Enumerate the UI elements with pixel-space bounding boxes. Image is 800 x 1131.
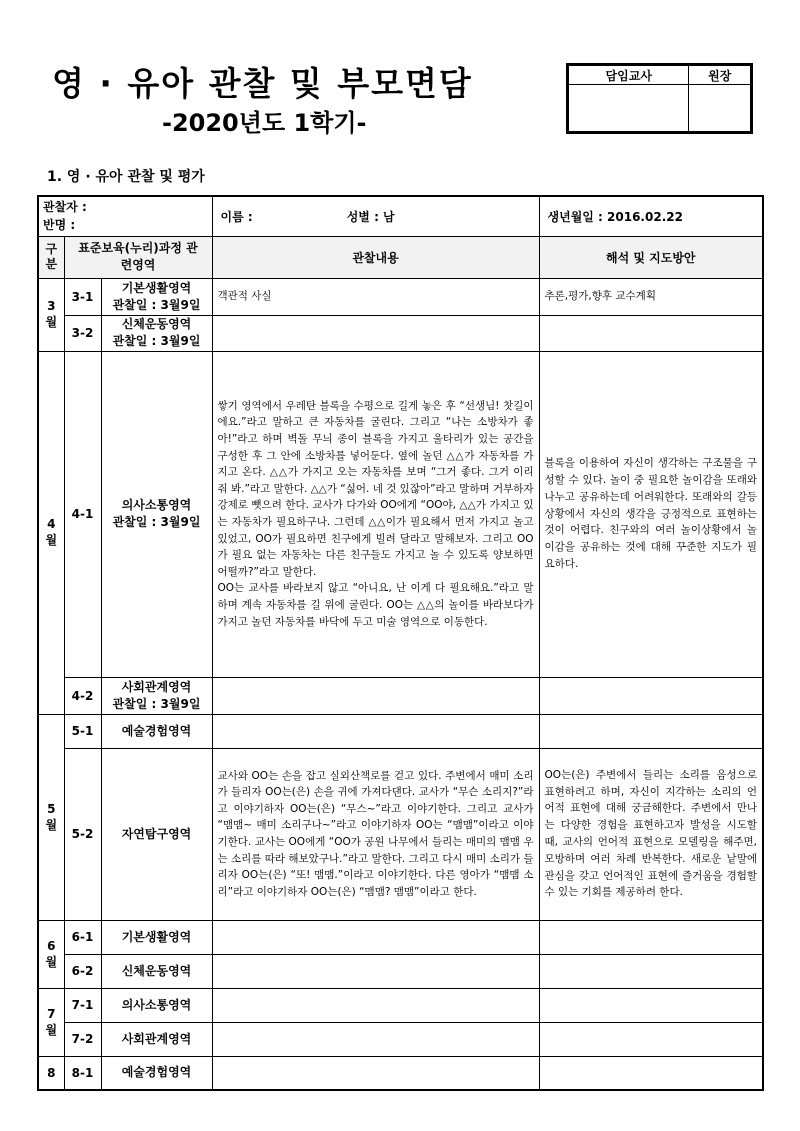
- approval-director-label: 원장: [689, 66, 751, 85]
- approval-teacher-label: 담임교사: [569, 66, 689, 85]
- area-cell: [101, 315, 212, 351]
- approval-teacher-sign[interactable]: [569, 85, 689, 132]
- interpretation-cell[interactable]: [539, 954, 763, 988]
- row-code: 5-2: [64, 748, 101, 920]
- page-title: 영 · 유아 관찰 및 부모면담: [52, 64, 473, 103]
- observation-cell[interactable]: [212, 315, 539, 351]
- area-name: 자연탐구영역: [121, 826, 192, 841]
- area-name: 의사소통영역: [121, 997, 192, 1012]
- interpretation-cell[interactable]: [539, 988, 763, 1022]
- month-cell: [38, 1056, 64, 1090]
- name-label: 이름 :: [220, 209, 253, 224]
- gender-label: 성별 : 남: [346, 209, 395, 224]
- area-name: 신체운동영역: [121, 317, 192, 331]
- row-code: 8-1: [64, 1056, 101, 1090]
- month-label: 6 월: [45, 938, 58, 969]
- area-name: 사회관계영역: [121, 679, 192, 694]
- row-code: 6-2: [64, 954, 101, 988]
- row-code: 3-1: [64, 278, 101, 315]
- birth-date: 생년월일 : 2016.02.22: [539, 196, 763, 236]
- month-cell: [38, 351, 64, 714]
- section-title: 1. 영 · 유아 관찰 및 평가: [47, 169, 205, 185]
- observation-header: 관찰내용: [212, 236, 539, 278]
- observation-cell[interactable]: [212, 1056, 539, 1090]
- interpretation-cell[interactable]: [539, 677, 763, 714]
- area-header: 표준보육(누리)과정 관련영역: [64, 236, 212, 278]
- observation-cell[interactable]: [212, 1022, 539, 1056]
- area-name: 기본생활영역: [121, 929, 192, 944]
- month-cell: [38, 920, 64, 988]
- area-name: 의사소통영역: [121, 498, 192, 512]
- observation-date: 관찰일 : 3월9일: [112, 515, 201, 529]
- interpretation-cell[interactable]: [539, 920, 763, 954]
- area-cell: [101, 351, 212, 677]
- interpretation-cell[interactable]: 추론,평가,향후 교수계획: [539, 278, 763, 315]
- interpretation-cell[interactable]: 블록을 이용하여 자신이 생각하는 구조물을 구성할 수 있다. 놀이 중 필요한 놀이감을 또래와 나누고 공유하는데 어려워한다. 또래와의 갈등상황에서 자신의 생각을 긍정적으로 표현하는 것이 어렵다. 친구와의 여러 놀이상황에서 놀이감을 공유하는 것에 대해 꾸준한 지도가 필요하다.: [539, 351, 763, 677]
- observation-cell[interactable]: [212, 954, 539, 988]
- area-cell: [101, 278, 212, 315]
- row-code: 7-1: [64, 988, 101, 1022]
- area-cell: [101, 677, 212, 714]
- month-label: 8: [47, 1065, 56, 1080]
- month-cell: [38, 714, 64, 920]
- interpretation-cell[interactable]: [539, 1056, 763, 1090]
- interpretation-cell[interactable]: [539, 1022, 763, 1056]
- month-cell: [38, 278, 64, 351]
- interpretation-header: 해석 및 지도방안: [539, 236, 763, 278]
- interpretation-cell[interactable]: [539, 714, 763, 748]
- area-cell: [101, 1022, 212, 1056]
- approval-director-sign[interactable]: [689, 85, 751, 132]
- area-name: 사회관계영역: [121, 1031, 192, 1046]
- row-code: 5-1: [64, 714, 101, 748]
- observation-cell[interactable]: [212, 920, 539, 954]
- area-name: 신체운동영역: [121, 963, 192, 978]
- interpretation-cell[interactable]: OO는(은) 주변에서 들리는 소리를 음성으로 표현하려고 하며, 자신이 지각하는 소리의 언어적 표현에 대해 궁금해한다. 주변에서 만나는 다양한 경험을 표현하고자 발성을 시도할 때, 교사의 언어적 표현으로 모델링을 해주면, 모방하며 여러 차례 반복한다. 새로운 낱말에 관심을 갖고 언어적인 표현에 즐거움을 경험할 수 있는 기회를 제공하려 한다.: [539, 748, 763, 920]
- month-label: 4 월: [45, 517, 58, 547]
- observation-cell[interactable]: 쌓기 영역에서 우레탄 블록을 수평으로 길게 놓은 후 “선생님! 찻길이에요.”라고 말하고 큰 자동차를 굴린다. 그리고 “나는 소방차가 좋아!”라고 하며 벽돌 무늬 종이 블록을 가지고 울타리가 있는 공간을 구성한 후 그 안에 소방차를 넣어둔다. 옆에 놀던 △△가 자동차를 가지고 온다. △△가 가지고 오는 자동차를 보며 “그거 좋다. 그거 이리 줘 봐.”라고 말한다. △△가 “싫어. 네 것 있잖아”라고 말하며 거부하자 강제로 뺏으려 한다. 교사가 다가와 OO에게 “OO야, △△가 가지고 있는 자동차가 필요하구나. 그런데 △△이가 필요해서 먼저 가지고 놀고 있었고, OO가 필요하면 친구에게 빌려 달라고 말해보자. 그리고 OO가 필요 없는 자동차는 다른 친구들도 가지고 놀 수 있도록 양보하면 어떨까?”라고 말한다. OO는 교사를 바라보지 않고 “아니요, 난 이게 다 필요해요.”라고 말하며 계속 자동차를 길 위에 굴린다. OO는 △△의 놀이를 바라보다가 가지고 놀던 자동차를 바닥에 두고 미술 영역으로 이동한다.: [212, 351, 539, 677]
- observation-cell[interactable]: [212, 714, 539, 748]
- observer-class-cell: [38, 196, 212, 236]
- observation-date: 관찰일 : 3월9일: [112, 334, 201, 348]
- category-header: 구분: [38, 236, 64, 278]
- observation-date: 관찰일 : 3월9일: [112, 297, 201, 312]
- observation-cell[interactable]: 객관적 사실: [212, 278, 539, 315]
- row-code: 4-1: [64, 351, 101, 677]
- observation-date: 관찰일 : 3월9일: [112, 696, 201, 711]
- area-cell: [101, 954, 212, 988]
- observation-cell[interactable]: [212, 677, 539, 714]
- observation-cell[interactable]: [212, 988, 539, 1022]
- area-name: 기본생활영역: [121, 280, 192, 295]
- row-code: 3-2: [64, 315, 101, 351]
- observer-label: 관찰자 :: [43, 200, 87, 215]
- area-name: 예술경험영역: [121, 1065, 192, 1080]
- approval-box: [566, 63, 753, 134]
- area-cell: [101, 920, 212, 954]
- page-subtitle: -2020년도 1학기-: [162, 109, 367, 137]
- observation-cell[interactable]: 교사와 OO는 손을 잡고 실외산책로를 걷고 있다. 주변에서 매미 소리가 들리자 OO는(은) 손을 귀에 가져다댄다. 교사가 “무슨 소리지?”라고 이야기하자 OO는(은) “무스~”라고 이야기한다. 그리고 교사가 “맴맴~ 매미 소리구나~”라고 이야기하자 OO는 “맴맴”이라고 이야기한다. 교사는 OO에게 “OO가 공원 나무에서 들리는 매미의 맴맴 우는 소리를 따라 해보았구나.”라고 말한다. 그리고 다시 매미 소리가 들리자 OO는(은) “또! 맴맴.”이라고 이야기한다. 다른 영아가 “맴맴 소리”라고 이야기하자 OO는(은) “맴맴? 맴맴”이라고 한다.: [212, 748, 539, 920]
- month-label: 7 월: [45, 1006, 58, 1037]
- interpretation-cell[interactable]: [539, 315, 763, 351]
- area-cell: [101, 714, 212, 748]
- area-cell: [101, 748, 212, 920]
- row-code: 4-2: [64, 677, 101, 714]
- row-code: 7-2: [64, 1022, 101, 1056]
- class-label: 반명 :: [43, 218, 76, 233]
- month-label: 5 월: [45, 801, 58, 832]
- observation-table: [37, 195, 764, 1091]
- month-cell: [38, 988, 64, 1056]
- area-cell: [101, 988, 212, 1022]
- month-label: 3 월: [45, 299, 58, 329]
- area-cell: [101, 1056, 212, 1090]
- row-code: 6-1: [64, 920, 101, 954]
- name-gender-cell: [212, 196, 539, 236]
- area-name: 예술경험영역: [121, 723, 192, 738]
